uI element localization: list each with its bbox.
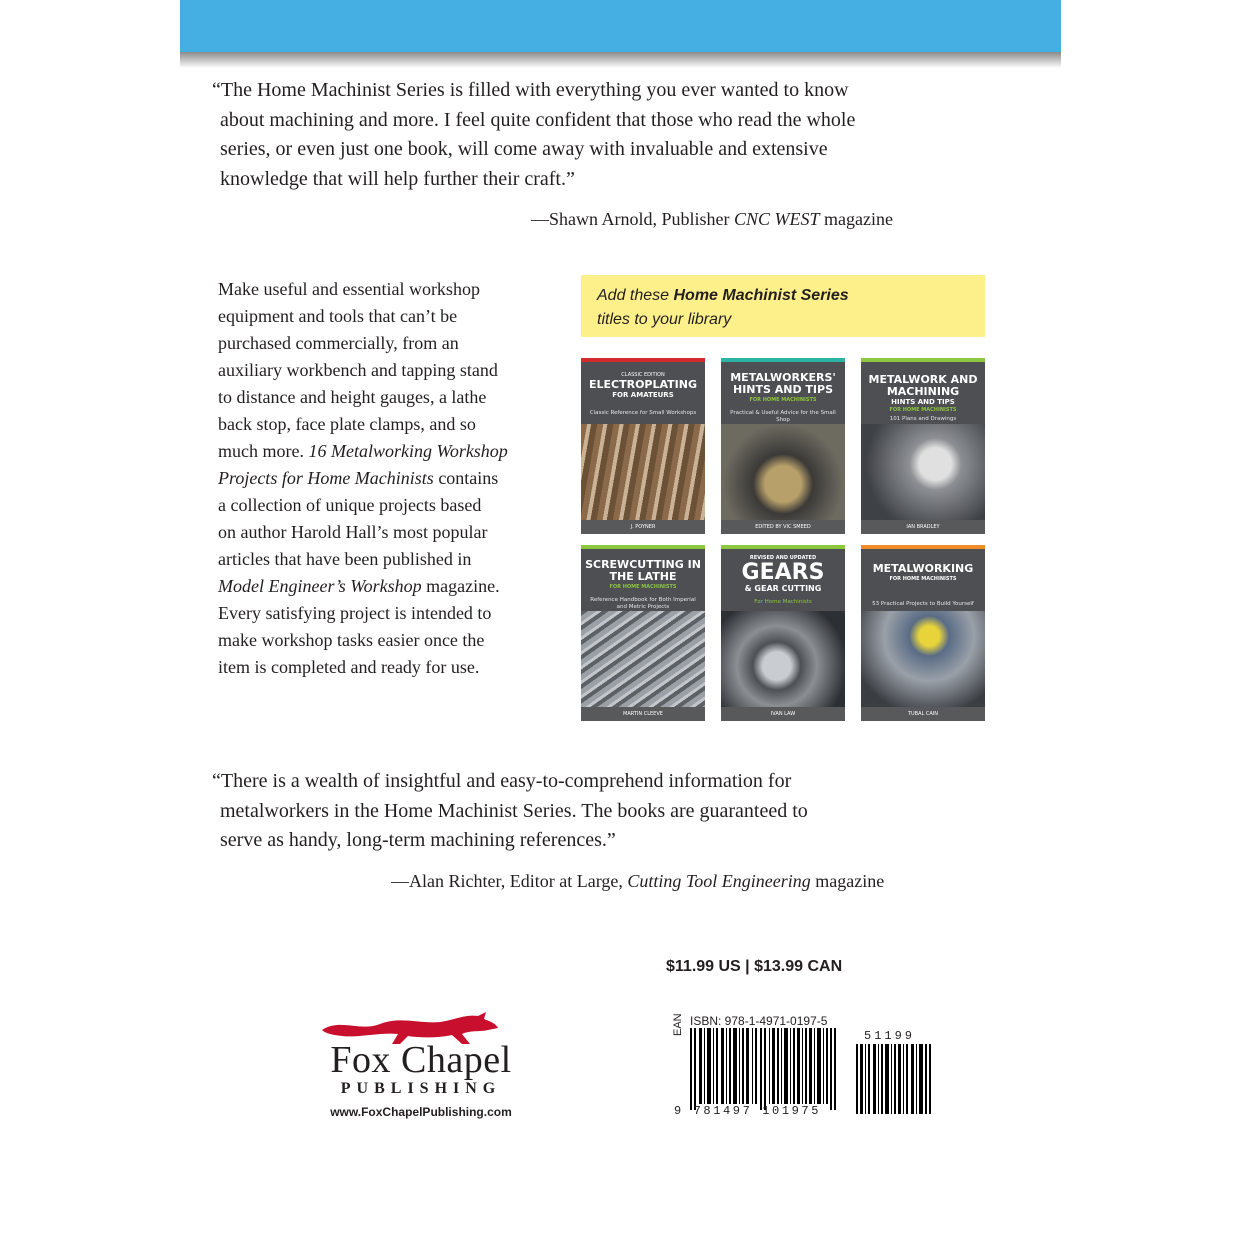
attribution-text: —Shawn Arnold, Publisher <box>531 209 735 229</box>
book-cover-photo <box>721 611 845 711</box>
book-cover-metalwork-machining <box>861 358 985 534</box>
book-cover-author: MARTIN CLEEVE <box>581 707 705 721</box>
magazine-name: Cutting Tool Engineering <box>627 871 811 891</box>
book-title: Projects for Home Machinists <box>218 468 434 488</box>
book-cover-metalworking <box>861 545 985 721</box>
book-cover-author: IVAN LAW <box>721 707 845 721</box>
book-cover-subtitle: For Home Machinists <box>754 599 812 605</box>
description-line: item is completed and ready for use. <box>218 657 480 677</box>
quote-line: “The Home Machinist Series is filled with everything you ever wanted to know <box>212 79 849 101</box>
barcode-digits: 9 781497 101975 <box>674 1104 822 1118</box>
ean-label: EAN <box>672 1013 684 1036</box>
isbn-label: ISBN: 978-1-4971-0197-5 <box>690 1014 828 1028</box>
book-cover-title <box>581 372 705 400</box>
attribution-suffix: magazine <box>819 209 894 229</box>
top-color-band <box>180 0 1061 52</box>
book-cover-photo <box>581 424 705 524</box>
book-cover-author: IAN BRADLEY <box>861 520 985 534</box>
book-cover-screwcutting <box>581 545 705 721</box>
description-line: Every satisfying project is intended to <box>218 603 492 623</box>
book-cover-title <box>721 372 845 404</box>
book-cover-author: EDITED BY VIC SMEED <box>721 520 845 534</box>
description-text: contains <box>433 468 499 488</box>
description-line: to distance and height gauges, a lathe <box>218 387 487 407</box>
book-cover-tag: FOR HOME MACHINISTS <box>889 407 957 413</box>
book-cover-series: FOR HOME MACHINISTS <box>749 397 817 403</box>
publisher-url[interactable]: www.FoxChapelPublishing.com <box>330 1105 512 1119</box>
book-cover-series: FOR AMATEURS <box>612 391 674 399</box>
book-cover-metalworkers-hints <box>721 358 845 534</box>
barcode-addon <box>856 1044 932 1114</box>
book-cover-main-title: METALWORKERS' HINTS AND TIPS <box>730 371 836 396</box>
quote-bottom-attribution <box>391 871 884 892</box>
description-text: much more. <box>218 441 309 461</box>
book-cover-title <box>721 555 845 594</box>
quote-line: series, or even just one book, will come away with invaluable and extensive <box>220 138 828 160</box>
series-promo-box <box>581 275 985 337</box>
attribution-suffix: magazine <box>810 871 885 891</box>
book-cover-subtitle: 101 Plans and Drawings <box>889 416 957 422</box>
book-cover-gears <box>721 545 845 721</box>
publisher-logo <box>310 1010 530 1130</box>
attribution-text: —Alan Richter, Editor at Large, <box>391 871 628 891</box>
book-title: 16 Metalworking Workshop <box>308 441 508 461</box>
book-cover-author: J. POYNER <box>581 520 705 534</box>
quote-top-attribution <box>531 209 893 230</box>
description-line: Make useful and essential workshop <box>218 279 480 299</box>
publisher-name: Fox Chapel <box>330 1039 512 1081</box>
quote-line: about machining and more. I feel quite confident that those who read the whole <box>220 108 856 131</box>
quote-line: “There is a wealth of insightful and easy-to-comprehend information for <box>212 770 792 792</box>
quote-line: serve as handy, long-term machining references.” <box>220 829 616 851</box>
barcode-addon-digits: 51199 <box>864 1029 916 1043</box>
book-cover-title <box>861 374 985 414</box>
description-line: articles that have been published in <box>218 549 472 569</box>
magazine-name: Model Engineer’s Workshop <box>218 576 422 596</box>
book-cover-series: FOR HOME MACHINISTS <box>609 584 677 590</box>
book-cover-title <box>861 563 985 583</box>
description-line <box>218 573 548 600</box>
book-cover-main-title: METALWORK AND MACHINING <box>868 373 978 398</box>
description-text: magazine. <box>421 576 500 596</box>
book-cover-subtitle: Reference Handbook for Both Imperial and Metric Projects <box>590 597 696 610</box>
description-line <box>218 465 548 492</box>
book-cover-title <box>581 559 705 591</box>
book-cover-series: HINTS AND TIPS <box>891 398 955 406</box>
description <box>218 276 548 681</box>
ean-barcode <box>690 1028 840 1110</box>
description-line: auxiliary workbench and tapping stand <box>218 360 498 380</box>
book-cover-subtitle: Classic Reference for Small Workshops <box>589 410 697 416</box>
book-cover-electroplating <box>581 358 705 534</box>
book-cover-photo <box>581 611 705 711</box>
publisher-subtitle: PUBLISHING <box>340 1080 502 1097</box>
description-line <box>218 438 548 465</box>
book-cover-main-title: GEARS <box>741 560 825 585</box>
book-cover-tag: REVISED AND UPDATED <box>749 555 817 561</box>
description-line: make workshop tasks easier once the <box>218 630 485 650</box>
description-line: equipment and tools that can’t be <box>218 306 458 326</box>
description-line: purchased commercially, from an <box>218 333 459 353</box>
description-line: back stop, face plate clamps, and so <box>218 414 476 434</box>
promo-text: Add these <box>597 287 674 304</box>
quote-bottom <box>212 767 808 856</box>
book-cover-photo <box>861 424 985 524</box>
book-cover-series: FOR HOME MACHINISTS <box>889 576 957 582</box>
magazine-name: CNC WEST <box>734 209 820 229</box>
top-band-shadow <box>180 52 1061 68</box>
book-cover-series: & GEAR CUTTING <box>744 584 822 593</box>
book-cover-tag: CLASSIC EDITION <box>621 372 665 378</box>
book-cover-author: TUBAL CAIN <box>861 707 985 721</box>
quote-top <box>212 76 855 194</box>
promo-line-1 <box>597 284 985 308</box>
description-line: on author Harold Hall’s most popular <box>218 522 488 542</box>
price: $11.99 US | $13.99 CAN <box>666 958 843 975</box>
series-books-grid <box>581 358 985 721</box>
book-cover-subtitle: 53 Practical Projects to Build Yourself <box>872 601 974 607</box>
series-name: Home Machinist Series <box>673 287 849 304</box>
description-line: a collection of unique projects based <box>218 495 482 515</box>
book-cover-main-title: ELECTROPLATING <box>589 378 697 391</box>
book-cover-subtitle: Practical & Useful Advice for the Small Shop <box>730 410 836 423</box>
quote-line: metalworkers in the Home Machinist Series. The books are guaranteed to <box>220 799 808 822</box>
quote-line: knowledge that will help further their craft.” <box>220 167 575 190</box>
promo-line-2: titles to your library <box>597 311 732 328</box>
book-cover-main-title: METALWORKING <box>872 562 974 575</box>
book-cover-main-title: SCREWCUTTING IN THE LATHE <box>585 558 701 583</box>
book-cover-photo <box>861 611 985 711</box>
book-cover-photo <box>721 424 845 524</box>
